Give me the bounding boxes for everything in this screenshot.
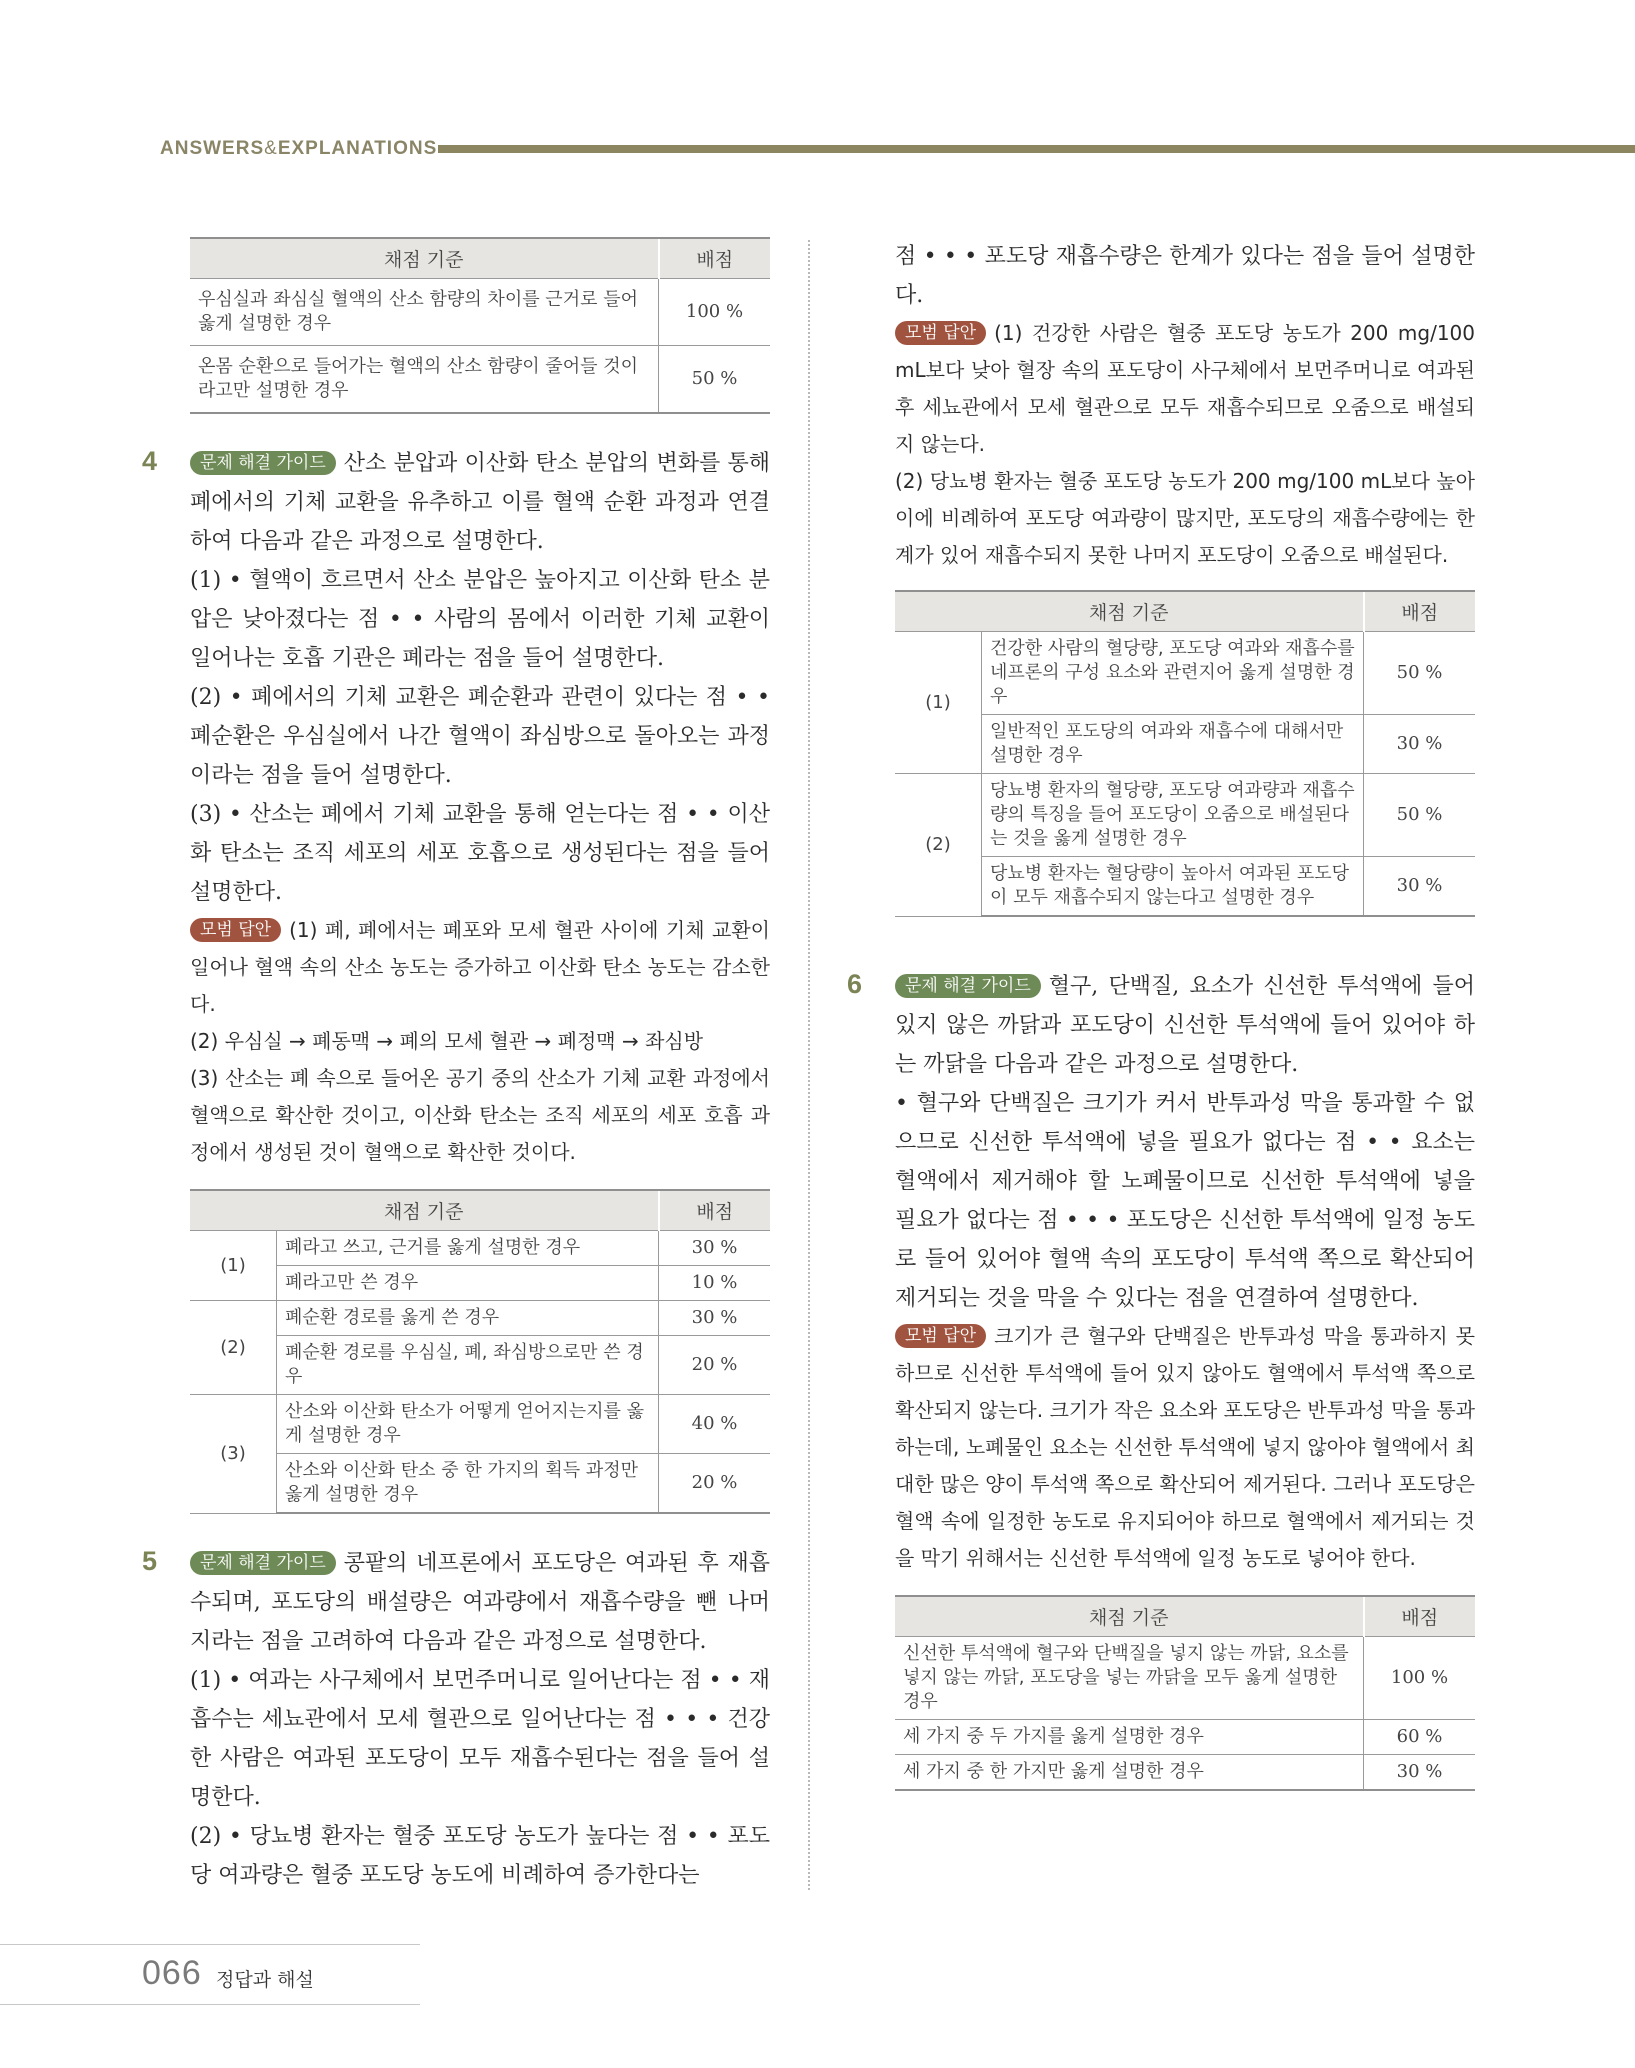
part-cell: (1) xyxy=(895,632,982,774)
question-number: 6 xyxy=(847,969,863,999)
guide-badge: 문제 해결 가이드 xyxy=(190,1551,336,1575)
model-answer-text: (1) 폐, 폐에서는 폐포와 모세 혈관 사이에 기체 교환이 일어나 혈액 속의 산소 농도는 증가하고 이산화 탄소 농도는 감소한다. xyxy=(190,918,770,1016)
table-row xyxy=(895,1637,1475,1720)
score-cell: 30 % xyxy=(659,1301,771,1336)
q6-scoring-table xyxy=(895,1595,1475,1791)
q3-scoring-table xyxy=(190,237,770,414)
model-answer-text: (1) 건강한 사람은 혈중 포도당 농도가 200 mg/100 mL보다 낮아 혈장 속의 포도당이 사구체에서 보먼주머니로 여과된 후 세뇨관에서 모세 혈관으로 모두 재흡수되므로 오줌으로 배설되지 않는다. xyxy=(895,321,1475,456)
table-row xyxy=(895,632,1475,715)
criteria-cell: 건강한 사람의 혈당량, 포도당 여과와 재흡수를 네프론의 구성 요소와 관련지어 옳게 설명한 경우 xyxy=(982,632,1364,715)
explanation-2a: (2) • 당뇨병 환자는 혈중 포도당 농도가 높다는 점 • • 포도당 여과량은 혈중 포도당 농도에 비례하여 증가한다는 xyxy=(190,1824,770,1888)
criteria-cell: 폐순환 경로를 우심실, 폐, 좌심방으로만 쓴 경우 xyxy=(277,1336,659,1395)
score-cell: 100 % xyxy=(659,279,771,346)
criteria-cell: 신선한 투석액에 혈구와 단백질을 넣지 않는 까닭, 요소를 넣지 않는 까닭, 포도당을 넣는 까닭을 모두 옳게 설명한 경우 xyxy=(895,1637,1364,1720)
explanation-1: (1) • 혈액이 흐르면서 산소 분압은 높아지고 이산화 탄소 분압은 낮아졌다는 점 • • 사람의 몸에서 이러한 기체 교환이 일어나는 호흡 기관은 폐라는 점을 들어 설명한다. xyxy=(190,568,770,671)
guide-text: 산소 분압과 이산화 탄소 분압의 변화를 통해 폐에서의 기체 교환을 유추하고 이를 혈액 순환 과정과 연결하여 다음과 같은 과정으로 설명한다. xyxy=(190,451,770,554)
part-cell: (1) xyxy=(190,1231,277,1301)
left-column xyxy=(142,237,770,1895)
score-cell: 50 % xyxy=(1364,632,1476,715)
model-answer-badge: 모범 답안 xyxy=(190,918,281,942)
model-answer-2: (2) 우심실 → 폐동맥 → 폐의 모세 혈관 → 폐정맥 → 좌심방 xyxy=(190,1029,704,1053)
footer-title: 정답과 해설 xyxy=(216,1969,314,1991)
criteria-header: 채점 기준 xyxy=(895,1596,1364,1637)
criteria-header: 채점 기준 xyxy=(895,591,1364,632)
table-row xyxy=(190,1395,770,1454)
footer-rule-bottom xyxy=(0,2004,420,2005)
model-answer-text: 크기가 큰 혈구와 단백질은 반투과성 막을 통과하지 못하므로 신선한 투석액에 들어 있지 않아도 혈액에서 투석액 쪽으로 확산되지 않는다. 크기가 작은 요소와 포도당은 반투과성 막을 통과하는데, 노폐물인 요소는 신선한 투석액에 넣지 않아야 혈액에서 최대한 많은 양이 투석액 쪽으로 확산되어 제거된다. 그러나 포도당은 혈액 속에 일정한 농도로 유지되어야 하므로 혈액에서 제거되는 것을 막기 위해서는 신선한 투석액에 일정 농도로 넣어야 한다. xyxy=(895,1324,1475,1570)
criteria-cell: 우심실과 좌심실 혈액의 산소 함량의 차이를 근거로 들어 옳게 설명한 경우 xyxy=(190,279,659,346)
criteria-cell: 폐순환 경로를 옳게 쓴 경우 xyxy=(277,1301,659,1336)
guide-text: 혈구, 단백질, 요소가 신선한 투석액에 들어 있지 않은 까닭과 포도당이 신선한 투석액에 들어 있어야 하는 까닭을 다음과 같은 과정으로 설명한다. xyxy=(895,974,1475,1077)
part-cell: (2) xyxy=(190,1301,277,1395)
criteria-cell: 온몸 순환으로 들어가는 혈액의 산소 함량이 줄어들 것이라고만 설명한 경우 xyxy=(190,346,659,414)
table-row xyxy=(190,279,770,346)
score-header: 배점 xyxy=(1364,591,1476,632)
table-row xyxy=(190,1454,770,1514)
guide-text: 콩팥의 네프론에서 포도당은 여과된 후 재흡수되며, 포도당의 배설량은 여과량에서 재흡수량을 뺀 나머지라는 점을 고려하여 다음과 같은 과정으로 설명한다. xyxy=(190,1551,770,1654)
section-header-label xyxy=(160,138,437,160)
question-5-continued xyxy=(895,237,1475,917)
score-cell: 60 % xyxy=(1364,1720,1476,1755)
criteria-cell: 세 가지 중 두 가지를 옳게 설명한 경우 xyxy=(895,1720,1364,1755)
page-number: 066 xyxy=(142,1954,202,1992)
criteria-cell: 폐라고 쓰고, 근거를 옳게 설명한 경우 xyxy=(277,1231,659,1266)
score-cell: 50 % xyxy=(659,346,771,414)
score-cell: 100 % xyxy=(1364,1637,1476,1720)
header-part1: ANSWERS xyxy=(160,138,265,159)
criteria-header: 채점 기준 xyxy=(190,238,659,279)
score-header: 배점 xyxy=(659,1190,771,1231)
table-row xyxy=(895,1720,1475,1755)
guide-paragraph xyxy=(190,1544,770,1661)
guide-badge: 문제 해결 가이드 xyxy=(190,451,336,475)
explanation-1: • 혈구와 단백질은 크기가 커서 반투과성 막을 통과할 수 없으므로 신선한 투석액에 넣을 필요가 없다는 점 • • 요소는 혈액에서 제거해야 할 노폐물이므로 신선한 투석액에 넣을 필요가 없다는 점 • • • 포도당은 신선한 투석액에 일정 농도로 들어 있어야 혈액 속의 포도당이 투석액 쪽으로 확산되어 제거되는 것을 막을 수 있다는 점을 연결하여 설명한다. xyxy=(895,1091,1475,1311)
header-rule xyxy=(438,145,1635,153)
score-cell: 30 % xyxy=(1364,857,1476,917)
score-cell: 30 % xyxy=(1364,1755,1476,1791)
criteria-cell: 당뇨병 환자는 혈당량이 높아서 여과된 포도당이 모두 재흡수되지 않는다고 설명한 경우 xyxy=(982,857,1364,917)
question-number: 5 xyxy=(142,1546,158,1576)
header-amp: & xyxy=(264,138,278,159)
guide-badge: 문제 해결 가이드 xyxy=(895,974,1041,998)
score-cell: 30 % xyxy=(659,1231,771,1266)
table-row xyxy=(895,1755,1475,1791)
criteria-cell: 산소와 이산화 탄소가 어떻게 얻어지는지를 옳게 설명한 경우 xyxy=(277,1395,659,1454)
criteria-cell: 일반적인 포도당의 여과와 재흡수에 대해서만 설명한 경우 xyxy=(982,715,1364,774)
header-part2: EXPLANATIONS xyxy=(277,138,438,159)
criteria-cell: 세 가지 중 한 가지만 옳게 설명한 경우 xyxy=(895,1755,1364,1791)
criteria-cell: 당뇨병 환자의 혈당량, 포도당 여과량과 재흡수량의 특징을 들어 포도당이 오줌으로 배설된다는 것을 옳게 설명한 경우 xyxy=(982,774,1364,857)
table-row xyxy=(190,1301,770,1336)
model-answer-2: (2) 당뇨병 환자는 혈중 포도당 농도가 200 mg/100 mL보다 높아 이에 비례하여 포도당 여과량이 많지만, 포도당의 재흡수량에는 한계가 있어 재흡수되지 못한 나머지 포도당이 오줌으로 배설된다. xyxy=(895,469,1475,567)
model-answer-badge: 모범 답안 xyxy=(895,321,986,345)
guide-paragraph xyxy=(190,444,770,561)
score-header: 배점 xyxy=(1364,1596,1476,1637)
model-answer-badge: 모범 답안 xyxy=(895,1324,986,1348)
criteria-cell: 산소와 이산화 탄소 중 한 가지의 획득 과정만 옳게 설명한 경우 xyxy=(277,1454,659,1514)
question-6 xyxy=(847,967,1475,1791)
score-cell: 50 % xyxy=(1364,774,1476,857)
score-cell: 20 % xyxy=(659,1454,771,1514)
criteria-header: 채점 기준 xyxy=(190,1190,659,1231)
table-row xyxy=(190,1231,770,1266)
explanation-2: (2) • 폐에서의 기체 교환은 폐순환과 관련이 있다는 점 • • 폐순환은 우심실에서 나간 혈액이 좌심방으로 돌아오는 과정이라는 점을 들어 설명한다. xyxy=(190,685,770,788)
explanation-1: (1) • 여과는 사구체에서 보먼주머니로 일어난다는 점 • • 재흡수는 세뇨관에서 모세 혈관으로 일어난다는 점 • • • 건강한 사람은 여과된 포도당이 모두 재흡수된다는 점을 들어 설명한다. xyxy=(190,1668,770,1810)
model-answer-1 xyxy=(895,315,1475,463)
column-divider xyxy=(808,240,810,1890)
question-5 xyxy=(142,1544,770,1895)
table-row xyxy=(895,774,1475,857)
score-cell: 20 % xyxy=(659,1336,771,1395)
question-4 xyxy=(142,444,770,1514)
part-cell: (3) xyxy=(190,1395,277,1514)
table-row xyxy=(190,346,770,414)
explanation-2b: 점 • • • 포도당 재흡수량은 한계가 있다는 점을 들어 설명한다. xyxy=(895,244,1475,308)
score-header: 배점 xyxy=(659,238,771,279)
score-cell: 10 % xyxy=(659,1266,771,1301)
right-column xyxy=(847,237,1475,1791)
part-cell: (2) xyxy=(895,774,982,917)
model-answer-1 xyxy=(190,912,770,1023)
guide-paragraph xyxy=(895,967,1475,1084)
table-row xyxy=(895,715,1475,774)
score-cell: 30 % xyxy=(1364,715,1476,774)
explanation-3: (3) • 산소는 폐에서 기체 교환을 통해 얻는다는 점 • • 이산화 탄소는 조직 세포의 세포 호흡으로 생성된다는 점을 들어 설명한다. xyxy=(190,802,770,905)
model-answer-3: (3) 산소는 폐 속으로 들어온 공기 중의 산소가 기체 교환 과정에서 혈액으로 확산한 것이고, 이산화 탄소는 조직 세포의 세포 호흡 과정에서 생성된 것이 혈액으로 확산한 것이다. xyxy=(190,1066,770,1164)
q5-scoring-table xyxy=(895,590,1475,917)
q4-scoring-table xyxy=(190,1189,770,1514)
table-row xyxy=(895,857,1475,917)
table-row xyxy=(190,1336,770,1395)
score-cell: 40 % xyxy=(659,1395,771,1454)
footer-rule-top xyxy=(0,1944,420,1945)
model-answer xyxy=(895,1318,1475,1577)
question-number: 4 xyxy=(142,446,158,476)
criteria-cell: 폐라고만 쓴 경우 xyxy=(277,1266,659,1301)
table-row xyxy=(190,1266,770,1301)
